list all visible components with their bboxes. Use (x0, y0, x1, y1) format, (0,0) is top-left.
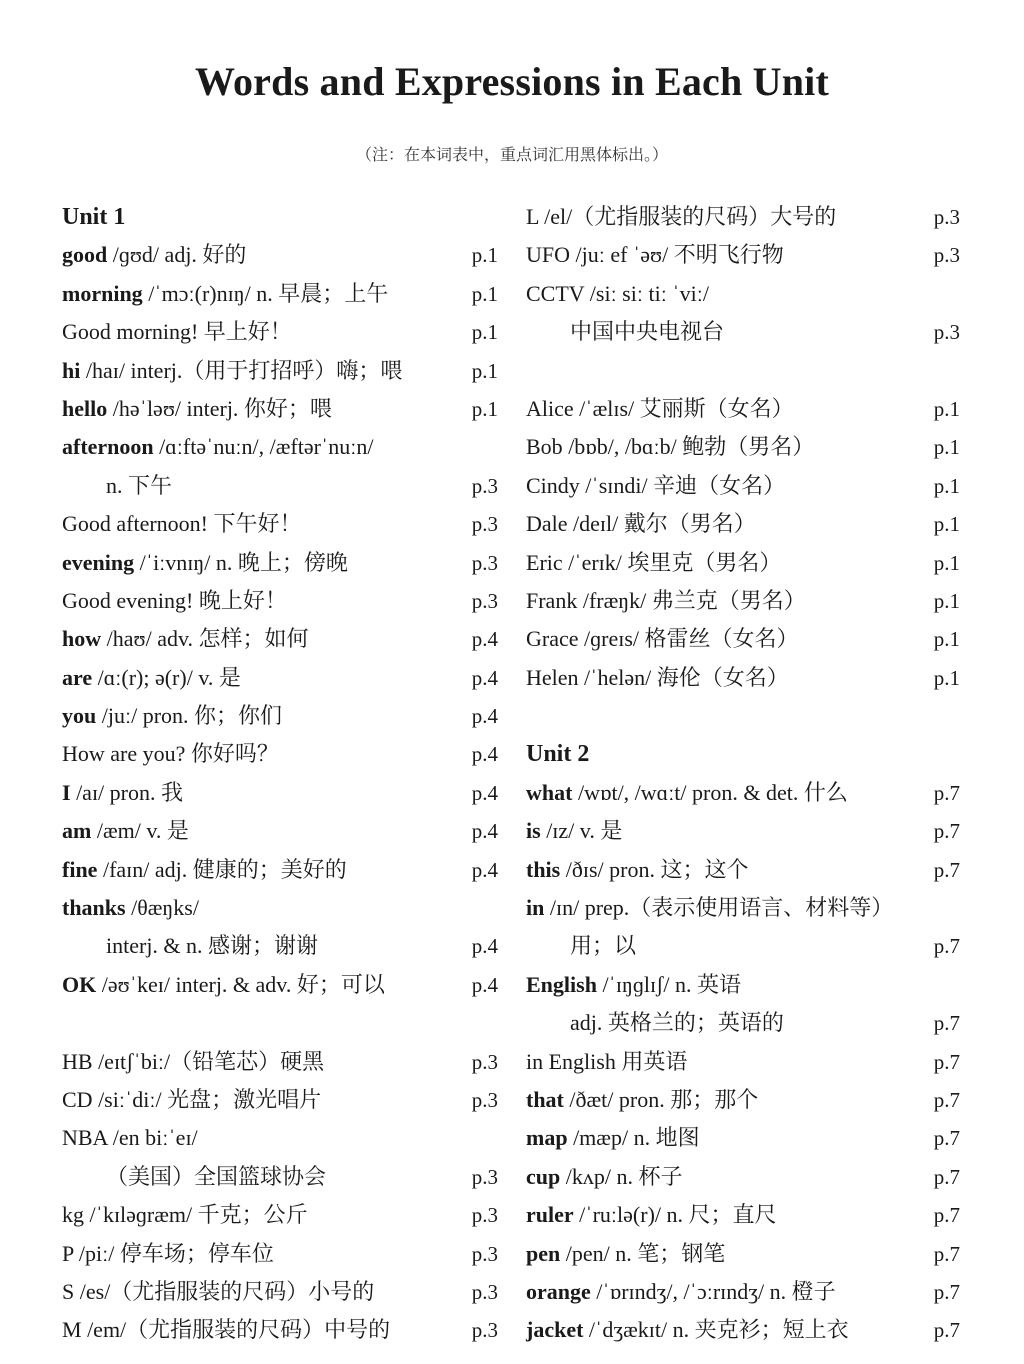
headword: M (62, 1317, 82, 1343)
unit-heading-text: Unit 2 (526, 741, 590, 768)
entry-definition: 中国中央电视台 (570, 319, 725, 345)
vocab-entry (62, 889, 498, 927)
entry-text (62, 428, 374, 466)
headword: what (526, 779, 573, 805)
headword: Eric (526, 549, 563, 575)
vocab-entry (62, 1235, 498, 1273)
entry-definition: 晚上好！ (193, 587, 287, 613)
headword: Bob (526, 434, 563, 460)
entry-definition: /ðɪs/ pron. 这；这个 (560, 856, 749, 882)
entry-text (526, 1235, 725, 1273)
page-ref: p.1 (933, 627, 960, 652)
vocab-entry (62, 1043, 498, 1081)
page-title: Words and Expressions in Each Unit (194, 59, 830, 104)
headword: morning (62, 280, 143, 306)
page-ref: p.3 (471, 473, 498, 498)
page-ref: p.4 (471, 780, 498, 805)
entry-definition: /æm/ v. 是 (91, 818, 189, 844)
page-ref: p.4 (471, 704, 498, 729)
headword: CD (62, 1086, 93, 1112)
vocab-entry (62, 735, 498, 773)
entry-continuation (526, 1004, 960, 1042)
entry-definition: /bɒb/, /bɑːb/ 鲍勃（男名） (562, 434, 815, 460)
vocab-entry (62, 620, 498, 658)
entry-text (526, 659, 789, 697)
entry-text (62, 544, 348, 582)
page-ref: p.3 (471, 1164, 498, 1189)
page-ref: p.1 (933, 473, 960, 498)
entry-text (526, 812, 622, 850)
page-ref: p.4 (471, 665, 498, 690)
vocab-entry (526, 505, 960, 543)
vocab-entry (62, 428, 498, 466)
headword: OK (62, 971, 97, 997)
entry-definition: /ɪz/ v. 是 (540, 818, 623, 844)
vocab-entry (526, 1311, 960, 1349)
page-ref: p.1 (471, 243, 498, 268)
entry-text (62, 697, 282, 735)
entry-definition: （美国）全国篮球协会 (106, 1163, 327, 1189)
entry-definition: /siːˈdiː/ 光盘；激光唱片 (92, 1086, 322, 1112)
page-ref: p.7 (933, 934, 960, 959)
entry-text (526, 1043, 687, 1081)
page-ref: p.7 (933, 1279, 960, 1304)
entry-text (62, 275, 388, 313)
entry-definition: /kʌp/ n. 杯子 (560, 1163, 683, 1189)
headword: are (62, 664, 93, 690)
entry-continuation (62, 467, 498, 505)
vocab-entry (62, 697, 498, 735)
headword: NBA (62, 1125, 108, 1151)
entry-text (526, 390, 794, 428)
headword: am (62, 818, 92, 844)
entry-definition: /ˈælɪs/ 艾丽斯（女名） (573, 395, 794, 421)
page-ref: p.3 (471, 550, 498, 575)
headword: you (62, 703, 97, 729)
page-ref: p.3 (933, 205, 960, 229)
entry-text (526, 774, 848, 812)
headword: P (62, 1240, 74, 1266)
entry-text (62, 1081, 321, 1119)
entry-definition: /ˈkɪləɡræm/ 千克；公斤 (84, 1202, 308, 1228)
headword: Helen (526, 664, 579, 690)
vocab-entry (62, 851, 498, 889)
vocab-entry (526, 851, 960, 889)
headword: Good evening! (62, 587, 194, 613)
vocab-entry (526, 236, 960, 274)
entry-definition: /em/（尤指服装的尺码）中号的 (81, 1317, 391, 1343)
vocab-entry (62, 812, 498, 850)
entry-continuation (526, 927, 960, 965)
entry-definition: /ɡreɪs/ 格雷丝（女名） (578, 626, 799, 652)
page-ref: p.7 (933, 1011, 960, 1036)
headword: cup (526, 1163, 561, 1189)
vocab-entry (62, 544, 498, 582)
entry-text (526, 582, 806, 620)
vocab-entry (526, 812, 960, 850)
entry-text (62, 774, 183, 812)
entry-text (526, 428, 814, 466)
vocab-entry (62, 659, 498, 697)
entry-definition: /faɪn/ adj. 健康的；美好的 (97, 856, 347, 882)
entry-definition: /ɡʊd/ adj. 好的 (107, 242, 247, 268)
entry-definition: /piː/ 停车场；停车位 (73, 1240, 274, 1266)
entry-definition: /haʊ/ adv. 怎样；如何 (101, 626, 309, 652)
entry-text (62, 582, 287, 620)
headword: English (526, 971, 597, 997)
headword: L (526, 204, 539, 229)
entry-text (526, 1273, 836, 1311)
entry-definition: /ˈruːlə(r)/ n. 尺；直尺 (573, 1202, 777, 1228)
vocab-entry (526, 889, 960, 927)
headword: orange (526, 1278, 591, 1304)
entry-text (526, 1158, 682, 1196)
entry-definition: /mæp/ n. 地图 (567, 1125, 700, 1151)
entry-text (526, 236, 784, 274)
vocab-entry (526, 1081, 960, 1119)
entry-definition: /həˈləʊ/ interj. 你好；喂 (107, 395, 332, 421)
headword: jacket (526, 1317, 584, 1343)
headword: afternoon (62, 434, 154, 460)
entry-definition: /siː siː tiː ˈviː/ (584, 280, 709, 306)
vocab-entry (526, 390, 960, 428)
entry-text (62, 620, 309, 658)
entry-text (62, 735, 279, 773)
page-ref: p.4 (471, 934, 498, 959)
vocab-entry (62, 275, 498, 313)
entry-text (62, 236, 246, 274)
spacer (526, 697, 960, 735)
page-ref: p.1 (471, 281, 498, 306)
entry-text (62, 1235, 274, 1273)
entry-definition: /ɑː(r); ə(r)/ v. 是 (92, 664, 241, 690)
unit-heading (62, 198, 498, 236)
page-ref: p.3 (471, 1049, 498, 1074)
page-ref: p.7 (933, 1318, 960, 1343)
entry-text (526, 467, 785, 505)
entry-text (526, 544, 781, 582)
headword: this (526, 856, 561, 882)
headword: CCTV (526, 280, 585, 306)
page-ref: p.7 (933, 780, 960, 805)
entry-definition: adj. 英格兰的；英语的 (570, 1010, 784, 1036)
entry-definition: n. 下午 (106, 472, 173, 498)
page-ref: p.7 (933, 1126, 960, 1151)
entry-text (62, 1196, 308, 1234)
right-column (526, 198, 960, 1350)
page-ref: p.3 (471, 1279, 498, 1304)
entry-definition: 下午好！ (208, 511, 302, 537)
entry-text (62, 966, 385, 1004)
entry-definition: /ˈiːvnɪŋ/ n. 晚上；傍晚 (134, 549, 348, 575)
page-ref: p.3 (933, 243, 960, 268)
vocab-entry (62, 352, 498, 390)
entry-text (62, 390, 332, 428)
entry-text (526, 1081, 758, 1119)
entry-text (62, 889, 199, 927)
page-ref: p.3 (471, 588, 498, 613)
headword: S (62, 1278, 75, 1304)
entry-continuation (62, 927, 498, 965)
entry-text (62, 1043, 324, 1081)
headword: how (62, 626, 102, 652)
headword: Good morning! (62, 319, 199, 345)
entry-definition: /ðæt/ pron. 那；那个 (563, 1086, 759, 1112)
entry-definition: 用英语 (615, 1048, 688, 1074)
spacer (526, 352, 960, 390)
headword: fine (62, 856, 98, 882)
vocab-entry (62, 1273, 498, 1311)
vocab-entry (526, 1158, 960, 1196)
entry-definition: /θæŋks/ (125, 895, 199, 921)
vocab-entry (62, 1119, 498, 1157)
headword: Alice (526, 395, 574, 421)
page-ref: p.1 (933, 665, 960, 690)
entry-definition: /juː/ pron. 你；你们 (96, 703, 283, 729)
vocab-entry (526, 1043, 960, 1081)
note: （注：在本词表中，重点词汇用黑体标出。） (355, 147, 668, 164)
headword: is (526, 818, 541, 844)
vocab-entry (526, 1235, 960, 1273)
entry-definition: /ˈerɪk/ 埃里克（男名） (562, 549, 782, 575)
headword: evening (62, 549, 135, 575)
page-ref: p.3 (471, 1241, 498, 1266)
entry-definition: 早上好！ (198, 319, 292, 345)
vocab-entry (526, 467, 960, 505)
headword: Cindy (526, 472, 580, 498)
vocab-entry (526, 1119, 960, 1157)
entry-text (526, 505, 756, 543)
page-ref: p.1 (471, 396, 498, 421)
entry-text (526, 275, 709, 313)
entry-definition: /fræŋk/ 弗兰克（男名） (577, 587, 806, 613)
entry-definition: /haɪ/ interj.（用于打招呼）嗨；喂 (80, 357, 403, 383)
vocab-entry (62, 313, 498, 351)
page-ref: p.4 (471, 627, 498, 652)
unit-heading-text: Unit 1 (62, 204, 126, 230)
vocab-entry (62, 582, 498, 620)
entry-text (526, 851, 748, 889)
headword: Frank (526, 587, 578, 613)
entry-continuation (526, 313, 960, 351)
entry-definition: /pen/ n. 笔；钢笔 (560, 1240, 726, 1266)
page-ref: p.1 (933, 588, 960, 613)
entry-definition: /ˈsɪndi/ 辛迪（女名） (579, 472, 786, 498)
page-ref: p.7 (933, 1241, 960, 1266)
entry-definition: 你好吗？ (185, 741, 279, 767)
headword: Good afternoon! (62, 511, 209, 537)
headword: hello (62, 395, 108, 421)
vocab-entry (62, 1081, 498, 1119)
vocab-entry (526, 582, 960, 620)
page-ref: p.7 (933, 1164, 960, 1189)
entry-definition: /eɪtʃˈbiː/（铅笔芯）硬黑 (92, 1048, 325, 1074)
entry-text (62, 1273, 374, 1311)
entry-definition: /ˈmɔː(r)nɪŋ/ n. 早晨；上午 (142, 280, 389, 306)
headword: UFO (526, 242, 571, 268)
vocab-entry (62, 236, 498, 274)
entry-definition: /wɒt/, /wɑːt/ pron. & det. 什么 (572, 779, 848, 805)
vocab-entry (526, 198, 960, 236)
vocab-entry (62, 390, 498, 428)
entry-definition: /ˈhelən/ 海伦（女名） (578, 664, 789, 690)
headword: pen (526, 1240, 561, 1266)
entry-text (62, 812, 189, 850)
entry-definition: 用；以 (570, 933, 637, 959)
vocab-entry (62, 505, 498, 543)
entry-text (526, 1196, 777, 1234)
entry-definition: interj. & n. 感谢；谢谢 (106, 933, 319, 959)
vocab-entry (526, 428, 960, 466)
unit-heading (526, 735, 960, 773)
page-ref: p.4 (471, 819, 498, 844)
entry-text (526, 620, 799, 658)
page-ref: p.3 (471, 1087, 498, 1112)
page-ref: p.7 (933, 857, 960, 882)
page-ref: p.4 (471, 857, 498, 882)
entry-text (526, 966, 741, 1004)
entry-text (62, 352, 402, 390)
page-ref: p.1 (933, 512, 960, 537)
page-ref: p.7 (933, 1049, 960, 1074)
entry-text (62, 851, 347, 889)
entry-definition: /ˈɒrɪndʒ/, /ˈɔːrɪndʒ/ n. 橙子 (590, 1278, 836, 1304)
left-column (62, 198, 498, 1350)
headword: in (526, 895, 545, 921)
vocab-entry (526, 1196, 960, 1234)
entry-text (62, 659, 241, 697)
headword: How are you? (62, 741, 186, 767)
entry-text (526, 889, 893, 927)
page-ref: p.1 (471, 358, 498, 383)
headword: good (62, 242, 108, 268)
headword: hi (62, 357, 81, 383)
entry-definition: /ɪn/ prep.（表示使用语言、材料等） (544, 895, 894, 921)
headword: that (526, 1086, 564, 1112)
entry-text (526, 198, 836, 236)
vocab-entry (526, 275, 960, 313)
page-ref: p.4 (471, 972, 498, 997)
vocab-entry (526, 966, 960, 1004)
vocab-entry (526, 620, 960, 658)
page-ref: p.3 (471, 512, 498, 537)
page-ref: p.1 (933, 550, 960, 575)
entry-definition: /ˈɪŋɡlɪʃ/ n. 英语 (596, 971, 742, 997)
vocab-entry (62, 774, 498, 812)
headword: in English (526, 1048, 616, 1074)
page-ref: p.7 (933, 1203, 960, 1228)
page-ref: p.3 (471, 1318, 498, 1343)
headword: Grace (526, 626, 579, 652)
entry-definition: /juː ef ˈəʊ/ 不明飞行物 (570, 242, 784, 268)
entry-text (62, 1311, 390, 1349)
entry-continuation (62, 1158, 498, 1196)
headword: HB (62, 1048, 93, 1074)
headword: ruler (526, 1202, 574, 1228)
entry-definition: /əʊˈkeɪ/ interj. & adv. 好；可以 (96, 971, 385, 997)
page-ref: p.4 (471, 742, 498, 767)
entry-text (526, 1119, 700, 1157)
vocab-entry (62, 1196, 498, 1234)
entry-definition: /aɪ/ pron. 我 (70, 779, 183, 805)
vocab-entry (62, 1311, 498, 1349)
headword: Dale (526, 511, 568, 537)
page-ref: p.3 (471, 1203, 498, 1228)
headword: I (62, 779, 71, 805)
page-ref: p.7 (933, 819, 960, 844)
vocab-entry (526, 659, 960, 697)
vocab-entry (526, 1273, 960, 1311)
entry-definition: /ˈdʒækɪt/ n. 夹克衫；短上衣 (583, 1317, 849, 1343)
entry-definition: /deɪl/ 戴尔（男名） (567, 511, 756, 537)
entry-definition: /en biːˈeɪ/ (107, 1125, 198, 1151)
page-ref: p.7 (933, 1087, 960, 1112)
vocab-entry (62, 966, 498, 1004)
headword: kg (62, 1202, 84, 1228)
entry-text (62, 313, 292, 351)
headword: map (526, 1125, 568, 1151)
entry-definition: /el/（尤指服装的尺码）大号的 (538, 204, 837, 229)
page-ref: p.3 (933, 320, 960, 345)
entry-text (526, 1311, 849, 1349)
page-ref: p.1 (471, 320, 498, 345)
entry-text (62, 505, 302, 543)
vocab-entry (526, 774, 960, 812)
entry-text (62, 1119, 198, 1157)
page-ref: p.1 (933, 396, 960, 421)
headword: thanks (62, 895, 126, 921)
entry-definition: /es/（尤指服装的尺码）小号的 (74, 1278, 375, 1304)
vocab-entry (526, 544, 960, 582)
spacer (62, 1004, 498, 1042)
entry-definition: /ɑːftəˈnuːn/, /æftərˈnuːn/ (153, 434, 374, 460)
page-ref: p.1 (933, 435, 960, 460)
